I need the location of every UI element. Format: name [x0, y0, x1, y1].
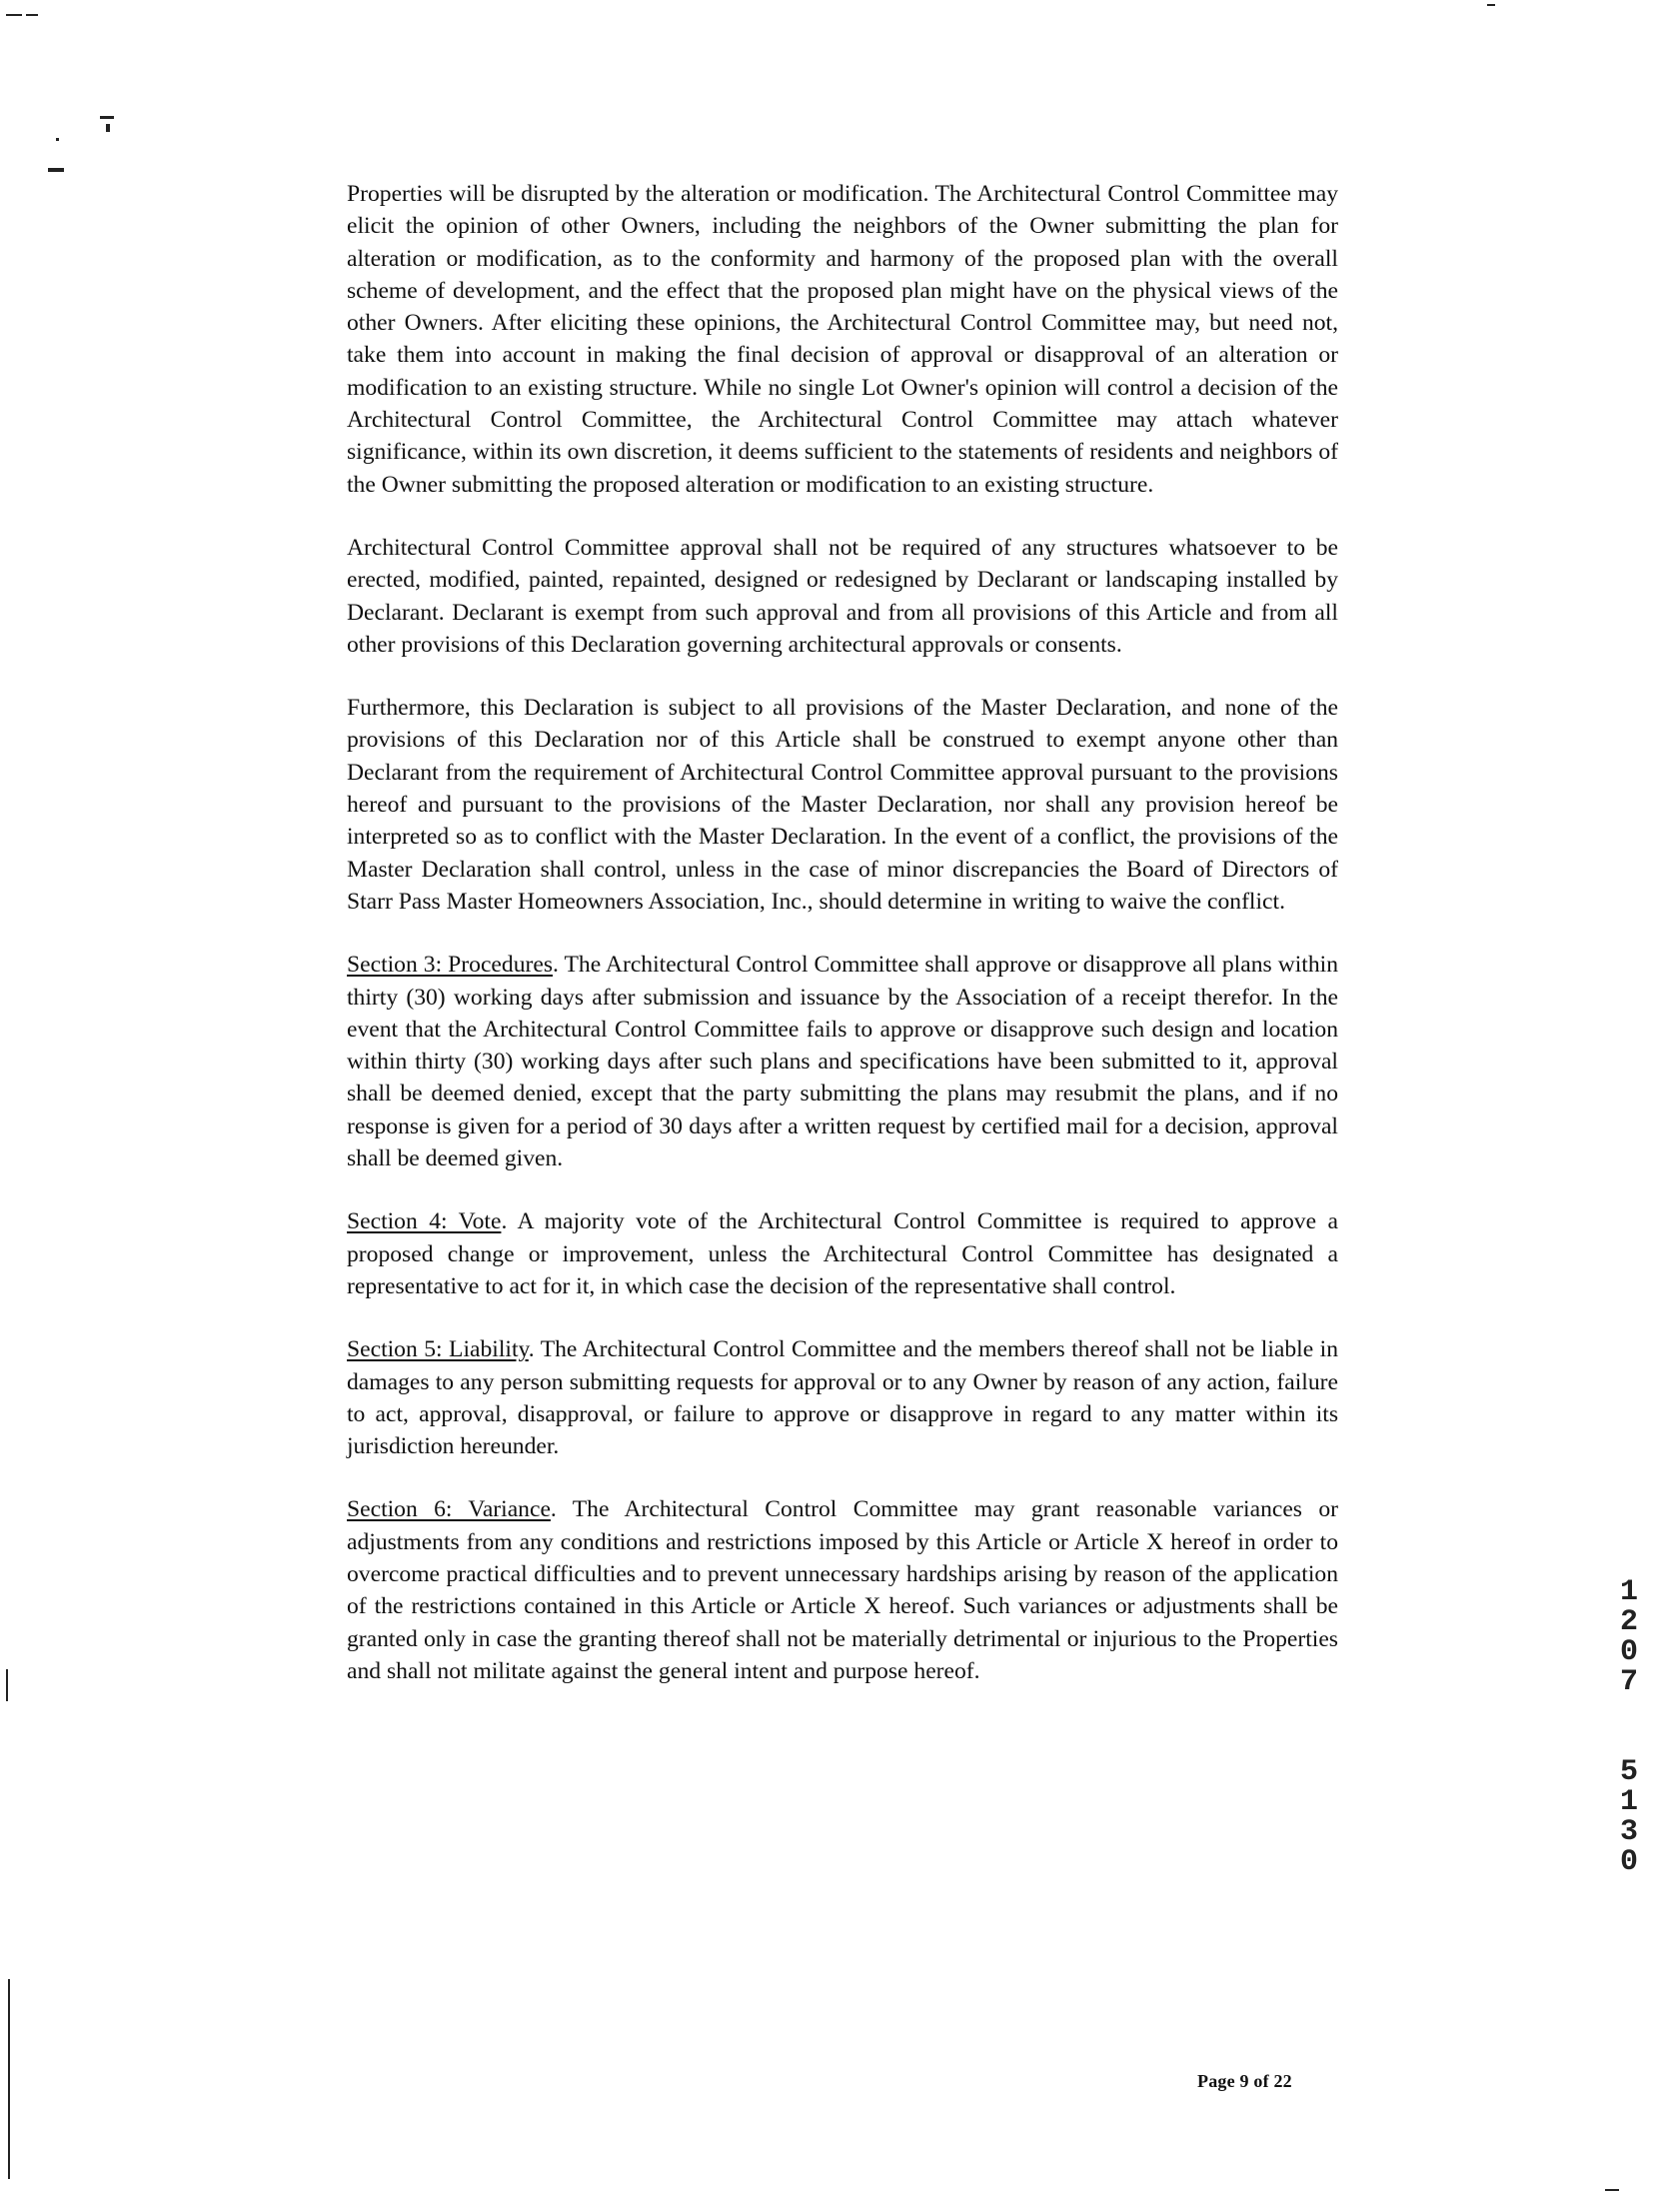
- scan-mark-left-edge-2: [8, 1979, 10, 2179]
- stamp-digit: 0: [1619, 1845, 1638, 1879]
- scan-mark-corner-4: [56, 138, 59, 141]
- stamp-digit: 5: [1619, 1755, 1638, 1789]
- stamp-digit: 1: [1619, 1575, 1638, 1609]
- recording-number-stamp: [1611, 1577, 1647, 1877]
- paragraph-alteration-opinions: Properties will be disrupted by the alteration or modification. The Architectural Control Committee may elicit the opinion of other Owners, including the neighbors of the Owner submitting the plan for alteration or modification, as to the conformity and harmony of the proposed plan with the overall scheme of development, and the effect that the proposed plan might have on the physical views of the other Owners. After eliciting these opinions, the Architectural Control Committee may, but need not, take them into account in making the final decision of approval or disapproval of an alteration or modification to an existing structure. While no single Lot Owner's opinion will control a decision of the Architectural Control Committee, the Architectural Control Committee may attach whatever significance, within its own discretion, it deems sufficient to the statements of residents and neighbors of the Owner submitting the proposed alteration or modification to an existing structure.: [347, 181, 1338, 498]
- section-body: . A majority vote of the Architectural Control Committee is required to approve a proposed change or improvement, unless the Architectural Control Committee has designated a representative to act for it, in which case the decision of the representative shall control.: [347, 1208, 1338, 1299]
- scan-mark-corner-3: [48, 168, 64, 172]
- document-body: [347, 178, 1338, 1718]
- scan-mark-corner-1: [100, 116, 114, 119]
- stamp-digit: 0: [1619, 1635, 1638, 1669]
- stamp-digit: 7: [1619, 1665, 1638, 1699]
- section-body: . The Architectural Control Committee shall approve or disapprove all plans within thirty (30) working days after submission and issuance by the Association of a receipt therefor. In the event that the Architectural Control Committee fails to approve or disapprove such design and location within thirty (30) working days after such plans and specifications have been submitted to it, approval shall be deemed denied, except that the party submitting the plans may resubmit the plans, and if no response is given for a period of 30 days after a written request by certified mail for a decision, approval shall be deemed given.: [347, 952, 1338, 1172]
- scan-mark-top-left: [6, 14, 22, 16]
- section-heading: Section 6: Variance: [347, 1496, 551, 1523]
- scan-mark-top-left-2: [26, 14, 38, 16]
- section-body: . The Architectural Control Committee may grant reasonable variances or adjustments from any conditions and restrictions imposed by this Article or Article X hereof in order to overcome practical difficulties and to prevent unnecessary hardships arising by reason of the application of the restrictions contained in this Article or Article X hereof. Such variances or adjustments shall be granted only in case the granting thereof shall not be materially detrimental or injurious to the Properties and shall not militate against the general intent and purpose hereof.: [347, 1496, 1338, 1684]
- stamp-digit: 1: [1619, 1785, 1638, 1819]
- stamp-digit: 2: [1619, 1605, 1638, 1639]
- scan-mark-corner-2: [106, 124, 110, 132]
- section-heading: Section 3: Procedures: [347, 952, 554, 979]
- paragraph-declarant-exemption: Architectural Control Committee approval shall not be required of any structures whatsoever to be erected, modified, painted, repainted, designed or redesigned by Declarant or landscaping installed by Declarant. Declarant is exempt from such approval and from all provisions of this Article and from all other provisions of this Declaration governing architectural approvals or consents.: [347, 534, 1338, 658]
- page-number: Page 9 of 22: [1197, 2071, 1292, 2091]
- section-heading: Section 5: Liability: [347, 1336, 529, 1363]
- section-heading: Section 4: Vote: [347, 1208, 502, 1235]
- section-variance: [347, 1493, 1338, 1687]
- scan-mark-left-edge: [6, 1669, 8, 1701]
- section-liability: [347, 1333, 1338, 1462]
- scan-mark-top-right: [1487, 4, 1495, 6]
- scan-mark-bottom-right: [1605, 2189, 1619, 2191]
- section-body: . The Architectural Control Committee and the members thereof shall not be liable in damages to any person submitting requests for approval or to any Owner by reason of any action, failure to act, approval, disapproval, or failure to approve or disapprove in regard to any matter within its jurisdiction hereunder.: [347, 1336, 1339, 1460]
- section-procedures: [347, 949, 1338, 1174]
- section-vote: [347, 1205, 1338, 1302]
- stamp-digit: 3: [1619, 1815, 1638, 1849]
- paragraph-master-declaration: Furthermore, this Declaration is subject to all provisions of the Master Declaration, and none of the provisions of this Declaration nor of this Article shall be construed to exempt anyone other than Declarant from the requirement of Architectural Control Committee approval pursuant to the provisions hereof and pursuant to the provisions of the Master Declaration, nor shall any provision hereof be interpreted so as to conflict with the Master Declaration. In the event of a conflict, the provisions of the Master Declaration shall control, unless in the case of minor discrepancies the Board of Directors of Starr Pass Master Homeowners Association, Inc., should determine in writing to waive the conflict.: [347, 695, 1338, 915]
